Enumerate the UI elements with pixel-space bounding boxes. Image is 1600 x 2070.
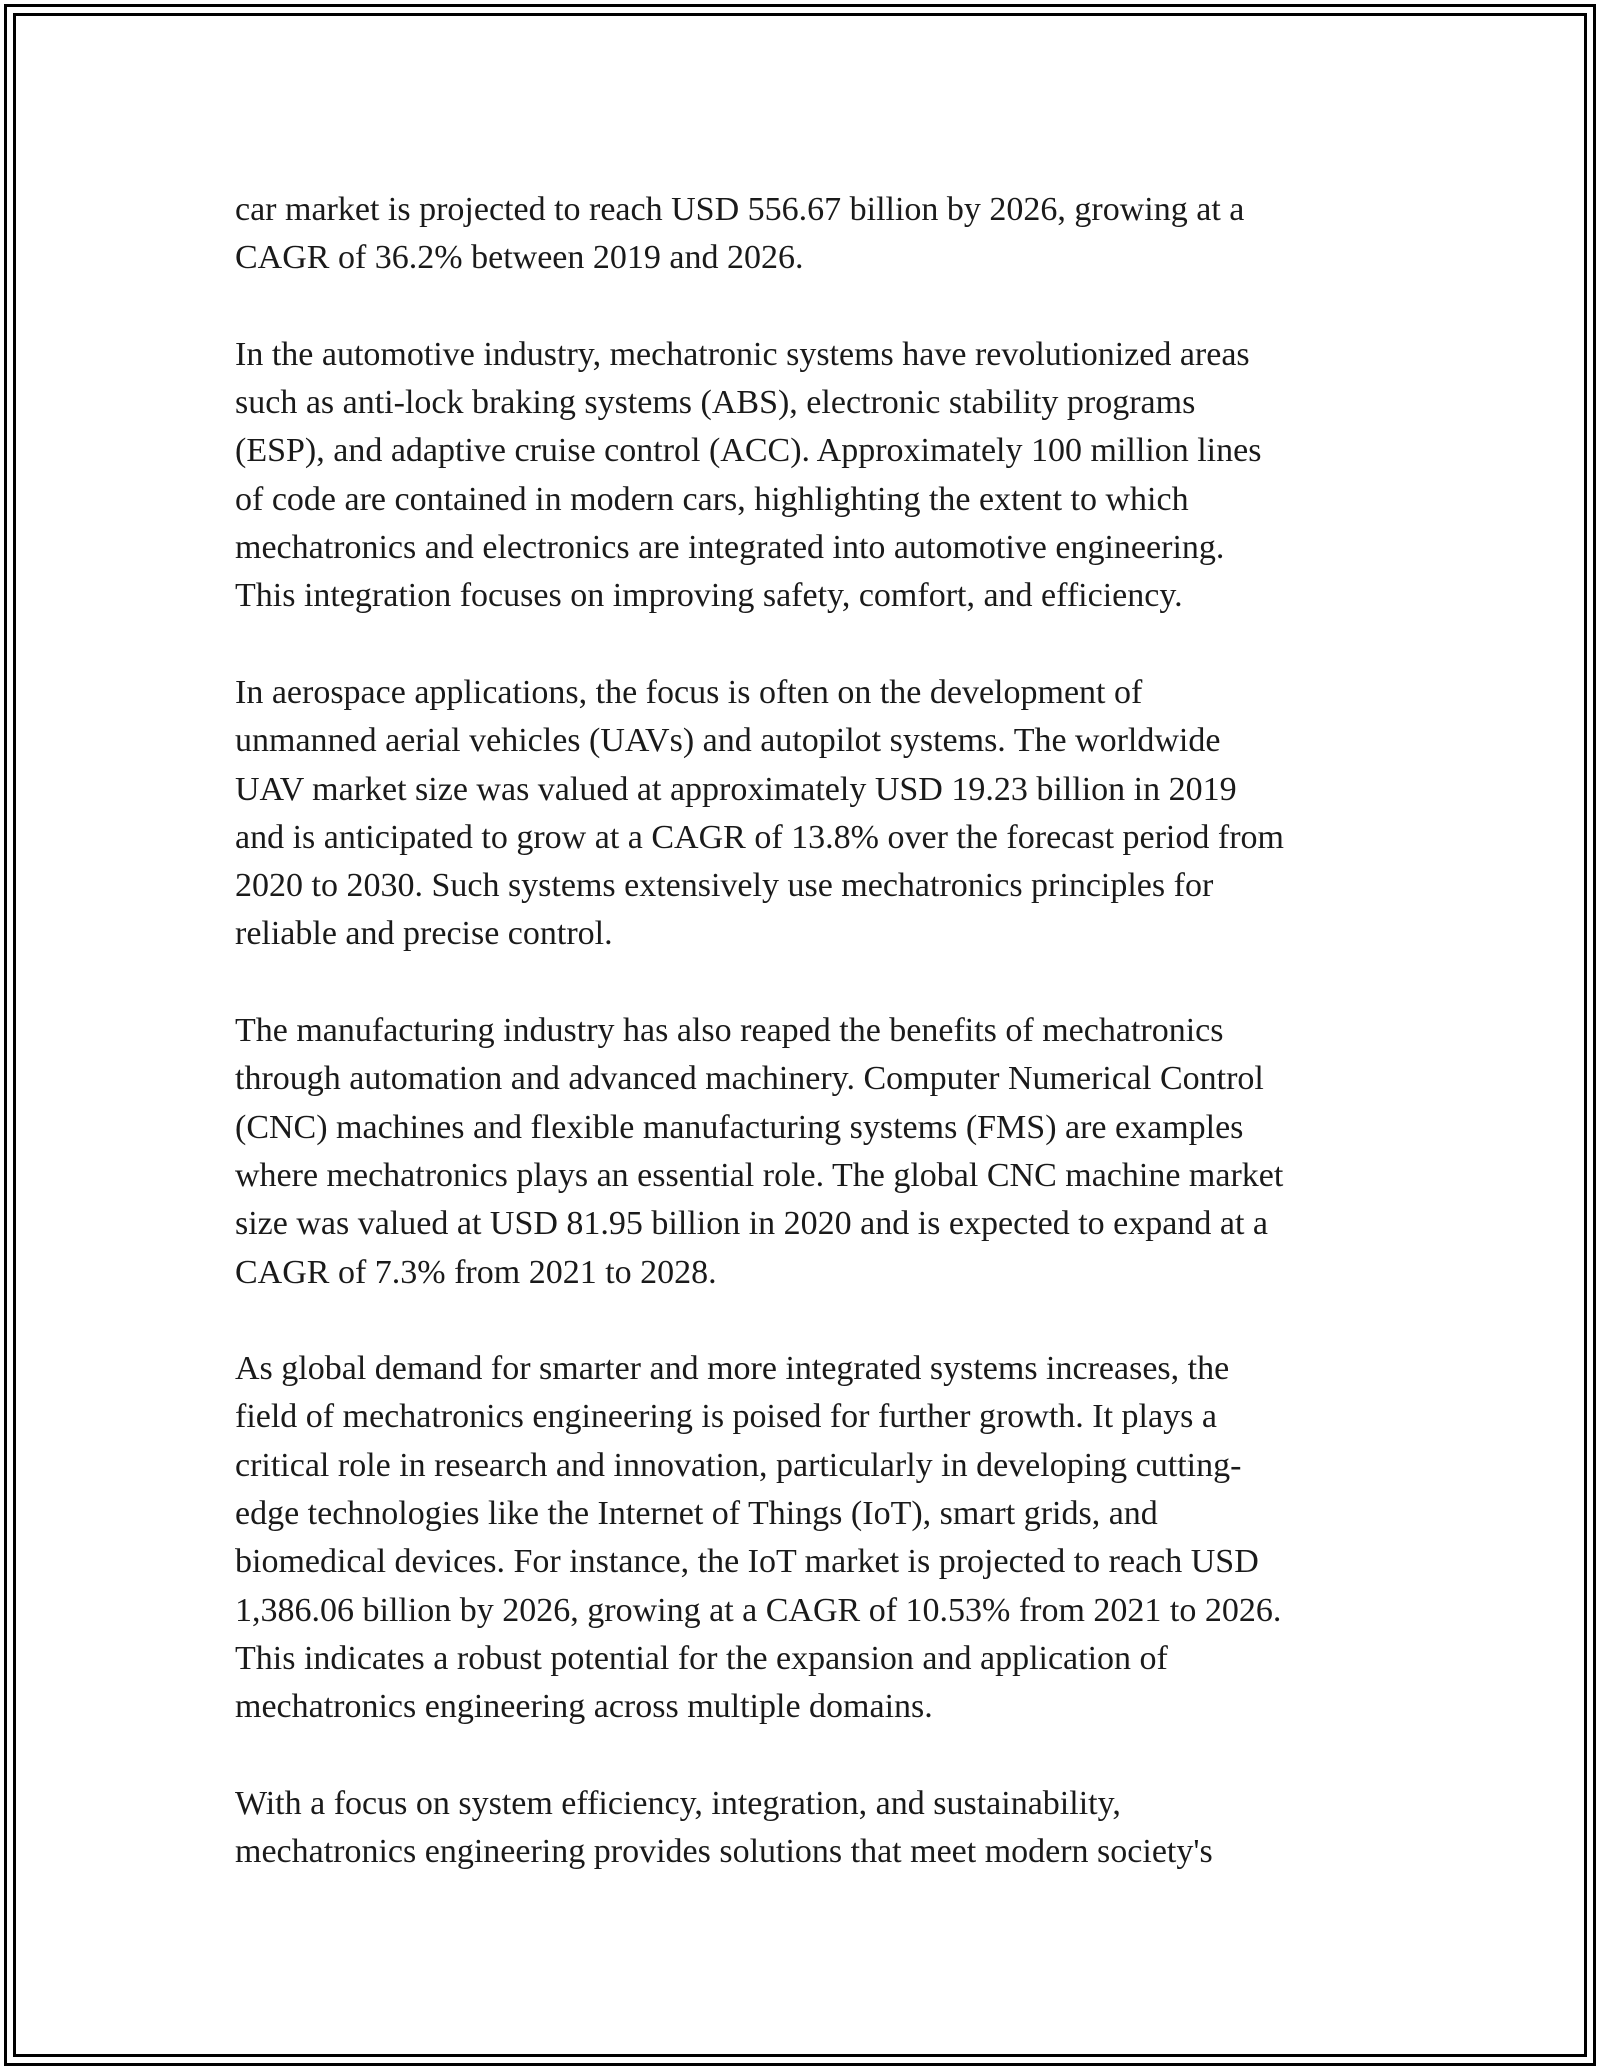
text-line: CAGR of 7.3% from 2021 to 2028.: [235, 1253, 717, 1291]
paragraph-conclusion: [235, 1780, 1375, 1877]
paragraph-manufacturing: [235, 1007, 1375, 1297]
text-line: This indicates a robust potential for the expansion and application of: [235, 1639, 1168, 1677]
text-line: In aerospace applications, the focus is often on the development of: [235, 673, 1143, 711]
text-line: In the automotive industry, mechatronic systems have revolutionized areas: [235, 335, 1250, 373]
text-line: of code are contained in modern cars, highlighting the extent to which: [235, 480, 1189, 518]
paragraph-ev-market: [235, 186, 1375, 283]
text-line: field of mechatronics engineering is poised for further growth. It plays a: [235, 1398, 1217, 1436]
text-line: such as anti-lock braking systems (ABS), electronic stability programs: [235, 384, 1196, 422]
text-line: where mechatronics plays an essential role. The global CNC machine market: [235, 1156, 1284, 1194]
text-line: through automation and advanced machinery. Computer Numerical Control: [235, 1060, 1264, 1098]
text-line: and is anticipated to grow at a CAGR of 13.8% over the forecast period from: [235, 818, 1284, 856]
text-line: edge technologies like the Internet of Things (IoT), smart grids, and: [235, 1495, 1158, 1533]
text-line: size was valued at USD 81.95 billion in 2020 and is expected to expand at a: [235, 1205, 1268, 1243]
paragraph-aerospace: [235, 669, 1375, 959]
text-line: (CNC) machines and flexible manufacturing systems (FMS) are examples: [235, 1108, 1244, 1146]
paragraph-automotive: [235, 331, 1375, 621]
text-line: UAV market size was valued at approximately USD 19.23 billion in 2019: [235, 770, 1237, 808]
text-line: car market is projected to reach USD 556.67 billion by 2026, growing at a: [235, 191, 1245, 228]
text-line: CAGR of 36.2% between 2019 and 2026.: [235, 239, 804, 277]
text-line: unmanned aerial vehicles (UAVs) and autopilot systems. The worldwide: [235, 722, 1221, 760]
text-line: reliable and precise control.: [235, 915, 613, 953]
text-line: 2020 to 2030. Such systems extensively use mechatronics principles for: [235, 867, 1214, 905]
text-line: The manufacturing industry has also reaped the benefits of mechatronics: [235, 1012, 1224, 1050]
text-line: 1,386.06 billion by 2026, growing at a CAGR of 10.53% from 2021 to 2026.: [235, 1591, 1282, 1629]
document-body: [235, 186, 1375, 1925]
text-line: critical role in research and innovation, particularly in developing cutting-: [235, 1446, 1242, 1484]
paragraph-global-demand: [235, 1345, 1375, 1731]
text-line: As global demand for smarter and more integrated systems increases, the: [235, 1350, 1230, 1388]
text-line: mechatronics and electronics are integrated into automotive engineering.: [235, 529, 1225, 567]
text-line: With a focus on system efficiency, integration, and sustainability,: [235, 1784, 1121, 1822]
text-line: mechatronics engineering provides solutions that meet modern society's: [235, 1833, 1213, 1871]
text-line: This integration focuses on improving safety, comfort, and efficiency.: [235, 577, 1183, 615]
text-line: biomedical devices. For instance, the IoT market is projected to reach USD: [235, 1543, 1259, 1581]
text-line: (ESP), and adaptive cruise control (ACC). Approximately 100 million lines: [235, 432, 1262, 470]
text-line: mechatronics engineering across multiple domains.: [235, 1688, 933, 1726]
